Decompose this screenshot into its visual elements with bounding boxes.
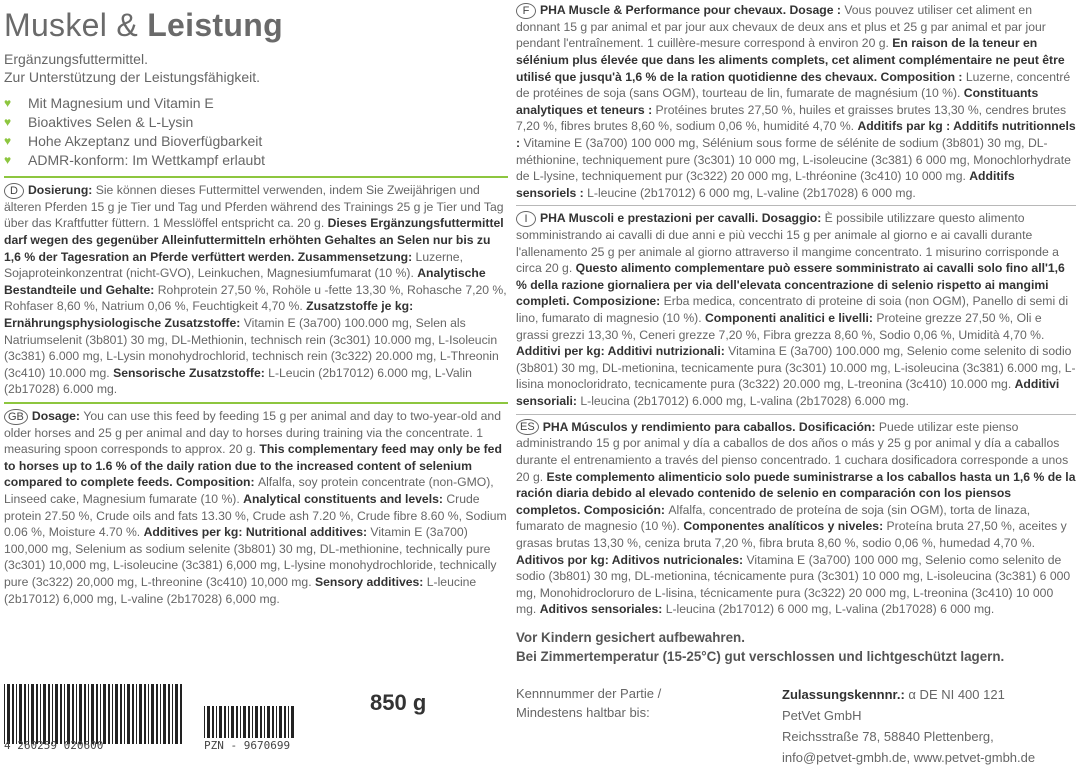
language-badge: ES xyxy=(516,419,539,435)
feature-list xyxy=(4,94,508,170)
registration-info xyxy=(782,684,1035,768)
section-gb xyxy=(4,408,508,607)
barcode-bar xyxy=(76,684,77,744)
section-de xyxy=(4,182,508,398)
barcode-bar xyxy=(108,684,110,744)
barcode-bar xyxy=(52,684,53,744)
barcode-bar xyxy=(163,684,166,744)
barcode-bar xyxy=(284,706,286,738)
bold-text: Additives per kg: Nutritional additives: xyxy=(143,525,371,540)
ean-barcode xyxy=(4,684,184,744)
language-badge: D xyxy=(4,183,24,199)
net-weight: 850 g xyxy=(370,690,427,715)
barcode-bar xyxy=(224,706,226,738)
barcode-bar xyxy=(240,706,241,738)
barcode-bar xyxy=(236,706,238,738)
title-bold: Leistung xyxy=(147,7,283,43)
section-fr xyxy=(516,2,1076,201)
product-subtitle xyxy=(4,50,508,86)
barcode-bar xyxy=(115,684,118,744)
barcode-bar xyxy=(67,684,70,744)
body-text: Puede utilizar este pienso administrando 15 g por animal y día a caballos de dos años o más y 25 g por animal y día a caballos durante el entrenamiento a través del pienso concentrado. 1 cuchara dosificadora corresponde a unos 20 g. xyxy=(516,419,1069,484)
bold-text: Dieses Ergänzungsfuttermittel darf wegen des gegenüber Alleinfuttermitteln erhöhten Gehaltes an Selen nur bis zu 1,6 % der Tagesration an Pferde verfüttert werden. Zusammensetzung: xyxy=(4,216,504,264)
pzn-barcode xyxy=(204,706,292,738)
bold-text: Additivi sensoriali: xyxy=(516,377,1060,409)
feature-item xyxy=(4,113,508,132)
barcode-bar xyxy=(112,684,113,744)
barcode-bar xyxy=(243,706,246,738)
divider xyxy=(4,402,508,404)
bold-text: Sensorische Zusatzstoffe: xyxy=(113,365,269,380)
barcode-bar xyxy=(139,684,142,744)
body-text: È possibile utilizzare questo alimento somministrando ai cavalli di due anni e più vecchi 15 g per animale al giorno e ai cavalli durante l'allenamento 25 g per animale al giorno attraverso il mangime concentrato. 1 misurino corrisponde a circa 20 g. xyxy=(516,211,1059,276)
bold-text: Sensory additives: xyxy=(314,575,427,590)
bold-text: Zusatzstoffe je kg: Ernährungsphysiologische Zusatzstoffe: xyxy=(4,299,414,330)
notice-line: Vor Kindern gesichert aufbewahren. xyxy=(516,629,745,645)
body-text: Sie können dieses Futtermittel verwenden, indem Sie Zweijährigen und älteren Pferden 15 g je Tier und Tag und Pferden während des Trainings 25 g je Tier und Tag über das Kraftfutter füttern. 1 Messlöffel entspricht ca. 20 g. xyxy=(4,183,504,231)
body-text: Vitamin E (3a700) 100,000 mg, Selenium as sodium selenite (3b801) 30 mg, DL-methionine, technically pure (3c301) 10,000 mg, L-isoleucine (3c381) 6,000 mg, L-lysine monohydrochloride, technically pure (3c322) 20,000 mg, L-threonine (3c410) 10,000 mg. xyxy=(4,525,497,590)
footer xyxy=(0,676,1080,765)
barcode-bar xyxy=(132,684,134,744)
barcode-bar xyxy=(144,684,146,744)
feature-item xyxy=(4,132,508,151)
company-address: Reichsstraße 78, 58840 Plettenberg, xyxy=(782,729,994,744)
barcode-bar xyxy=(36,684,38,744)
barcode-bar xyxy=(88,684,89,744)
heart-icon: ♥ xyxy=(4,153,12,167)
barcode-bar xyxy=(48,684,50,744)
heart-icon: ♥ xyxy=(4,96,12,110)
barcode-bar xyxy=(31,684,34,744)
left-column xyxy=(4,6,508,607)
company-name: PetVet GmbH xyxy=(782,708,862,723)
barcode-bar xyxy=(136,684,137,744)
barcode-bar xyxy=(180,684,182,744)
feature-item xyxy=(4,94,508,113)
right-column xyxy=(516,2,1076,666)
barcode-bar xyxy=(91,684,94,744)
body-text: Vous pouvez utiliser cet aliment en donnant 15 g par animal et par jour aux chevaux de deux ans et plus et 25 g par animal et par jour pendant l'entraînement. 1 cuillère-mesure correspond à environ 20 g. xyxy=(516,3,1046,51)
barcode-bar xyxy=(124,684,125,744)
barcode-bar xyxy=(60,684,62,744)
registration-label: Zulassungskennnr.: xyxy=(782,687,909,702)
body-text: L-Leucin (2b17012) 6.000 mg, L-Valin (2b17028) 6.000 mg. xyxy=(4,365,472,397)
barcode-bar xyxy=(55,684,58,744)
body-text: Luzerne, Sojaproteinkonzentrat (nicht-GVO), Leinkuchen, Magnesiumfumarat (10 %). xyxy=(4,249,463,281)
barcode-bar xyxy=(79,684,82,744)
barcode-bar xyxy=(264,706,265,738)
bold-text: Dosage: xyxy=(31,408,84,423)
barcode-bar xyxy=(212,706,214,738)
body-text: Alfalfa, concentrado de proteína de soja (sin OGM), torta de linaza, fumarato de magnesio (10 %). xyxy=(516,502,1031,534)
bold-text: Questo alimento complementare può essere somministrato ai cavalli solo fino all'1,6 % della razione giornaliera per via dell'elevata concentrazione di selenio rispetto ai mangimi completi. Composizione: xyxy=(516,261,1065,309)
barcode-bar xyxy=(120,684,122,744)
bold-text: Componenti analitici e livelli: xyxy=(705,311,877,326)
barcode-bar xyxy=(72,684,74,744)
divider xyxy=(516,205,1076,206)
barcode-bar xyxy=(148,684,149,744)
bold-text: Componentes analíticos y niveles: xyxy=(683,519,887,534)
body-text: Luzerne, concentré de protéines de soja (sans OGM), tourteau de lin, fumarate de magnésium (10 %). xyxy=(516,69,1071,101)
barcode-bar xyxy=(168,684,170,744)
heart-icon: ♥ xyxy=(4,134,12,148)
bold-text: Additifs sensoriels : xyxy=(516,169,1015,200)
barcode-bar xyxy=(216,706,217,738)
body-text: L-leucine (2b17012) 6 000 mg, L-valine (2b17028) 6 000 mg. xyxy=(587,185,916,200)
barcode-bar xyxy=(16,684,17,744)
subtitle-line: Zur Unterstützung der Leistungsfähigkeit. xyxy=(4,69,261,85)
body-text: Vitamine E (3a700) 100 000 mg, Sélénium sous forme de sélénite de sodium (3b801) 30 mg, DL-méthionine, techniquement pure (3c301) 10 000 mg, L-isoleucine (3c381) 6 000 mg, Monochlorhydrate de L-lysine, techniquement pur (3c322) 20 000 mg, L-thréonine (3c410) 10 000 mg. xyxy=(516,135,1071,184)
body-text: Rohprotein 27,50 %, Rohöle u -fette 13,30 %, Rohasche 7,20 %, Rohfaser 8,60 %, Natrium 0,06 %, Feuchtigkeit 4,70 %. xyxy=(4,282,507,314)
section-es xyxy=(516,419,1076,618)
barcode-bar xyxy=(260,706,262,738)
barcode-bar xyxy=(7,684,10,744)
barcode-bar xyxy=(28,684,29,744)
feature-item xyxy=(4,151,508,170)
barcode-bar xyxy=(252,706,253,738)
barcode-bar xyxy=(172,684,173,744)
bold-text: PHA Muscle & Performance pour chevaux. Dosage : xyxy=(540,3,845,17)
bold-text: Este complemento alimenticio solo puede suministrarse a los caballos hasta un 1,6 % de la ración diaria debido al elevado contenido de selenio en comparación con los piensos completos. Composición: xyxy=(516,469,1076,517)
body-text: Alfalfa, soy protein concentrate (non-GMO), Linseed cake, Magnesium fumarate (10 %). xyxy=(4,475,494,507)
bold-text: Dosierung: xyxy=(28,183,96,197)
barcode-bar xyxy=(127,684,130,744)
barcode-bar xyxy=(40,684,41,744)
heart-icon: ♥ xyxy=(4,115,12,129)
subtitle-line: Ergänzungsfuttermittel. xyxy=(4,51,148,67)
bold-text: PHA Muscoli e prestazioni per cavalli. Dosaggio: xyxy=(540,211,825,226)
bold-text: Additifs par kg : Additifs nutritionnels : xyxy=(516,119,1076,150)
notice-line: Bei Zimmertemperatur (15-25°C) gut verschlossen und lichtgeschützt lagern. xyxy=(516,648,1005,664)
barcode-bar xyxy=(24,684,26,744)
bold-text: Analytische Bestandteile und Gehalte: xyxy=(4,266,486,297)
body-text: Vitamina E (3a700) 100.000 mg, Selenio come selenito di sodio (3b801) 30 mg, DL-metionina, tecnicamente pura (3c301) 10.000 mg, L-isoleucina (3c381) 6.000 mg, L-lisina monocloridrato, tecnicamente pura (3c322) 20.000 mg, L-treonina (3c410) 10.000 mg. xyxy=(516,344,1076,392)
barcode-bar xyxy=(156,684,158,744)
body-text: Erba medica, concentrato di proteine di soia (non OGM), Panello di semi di lino, fumarato di magnesio (10 %). xyxy=(516,294,1069,326)
body-text: Proteine grezze 27,50 %, Oli e grassi grezzi 13,30 %, Ceneri grezze 7,20 %, Fibra grezza 8,60 %, Sodio 0,06 %, Umidità 4,70 %. xyxy=(516,311,1045,342)
batch-line: Mindestens haltbar bis: xyxy=(516,705,650,720)
storage-notice xyxy=(516,628,1076,666)
barcode-digits: 4 260259 020600 xyxy=(4,739,104,752)
body-text: L-leucina (2b17012) 6 000 mg, L-valina (2b17028) 6 000 mg. xyxy=(665,602,995,617)
bold-text: This complementary feed may only be fed to horses up to 1.6 % of the daily ration due to the increased content of selenium compared to complete feeds. Composition: xyxy=(4,442,502,490)
section-it xyxy=(516,210,1076,409)
barcode-bar xyxy=(279,706,282,738)
language-badge: I xyxy=(516,211,536,227)
barcode-bar xyxy=(272,706,274,738)
barcode-bar xyxy=(276,706,277,738)
barcode-bar xyxy=(96,684,98,744)
body-text: L-leucina (2b17012) 6.000 mg, L-valina (2b17028) 6.000 mg. xyxy=(580,394,909,409)
body-text: L-leucine (2b17012) 6,000 mg, L-valine (2b17028) 6,000 mg. xyxy=(4,575,477,606)
product-title xyxy=(4,6,508,44)
body-text: You can use this feed by feeding 15 g per animal and day to two-year-old and older horses and 25 g per animal and day to horses during training via the concentrate. 1 measuring spoon corresponds to approx. 20 g. xyxy=(4,408,501,457)
barcode-bar xyxy=(267,706,270,738)
divider xyxy=(516,414,1076,415)
barcode-bar xyxy=(100,684,101,744)
barcode-bar xyxy=(291,706,294,738)
pzn-number: PZN - 9670699 xyxy=(204,739,291,752)
barcode-bar xyxy=(103,684,106,744)
barcode-bar xyxy=(19,684,22,744)
barcode-bar xyxy=(175,684,178,744)
registration-value: α DE NI 400 121 xyxy=(908,687,1005,702)
feature-text: Mit Magnesium und Vitamin E xyxy=(28,95,214,111)
divider xyxy=(4,176,508,178)
bold-text: Aditivos sensoriales: xyxy=(539,602,666,617)
barcode-bar xyxy=(248,706,250,738)
body-text: Protéines brutes 27,50 %, huiles et graisses brutes 13,30 %, cendres brutes 7,20 %, fibres brutes 8,60 %, sodium 0,06 %, humidité 4,70 %. xyxy=(516,102,1067,134)
batch-info xyxy=(516,684,661,722)
bold-text: Aditivos por kg: Aditivos nutricionales: xyxy=(516,552,747,567)
barcode-bar xyxy=(84,684,86,744)
bold-text: Analytical constituents and levels: xyxy=(243,492,447,507)
body-text: Vitamina E (3a700) 100 000 mg, Selenio como selenito de sodio (3b801) 30 mg, DL-metionina, técnicamente pura (3c301) 10 000 mg, L-isoleucina (3c381) 6 000 mg, Monohidrocloruro de L-lisina, técnicamente pura (3c322) 20 000 mg, L-treonina (3c410) 10 000 mg. xyxy=(516,552,1071,617)
title-light: Muskel & xyxy=(4,7,148,43)
language-badge: GB xyxy=(4,409,28,425)
barcode-bar xyxy=(204,706,205,738)
barcode-bar xyxy=(43,684,46,744)
feature-text: Hohe Akzeptanz und Bioverfügbarkeit xyxy=(28,133,263,149)
barcode-bar xyxy=(64,684,65,744)
bold-text: Constituants analytiques et teneurs : xyxy=(516,86,1039,117)
barcode-bar xyxy=(288,706,289,738)
feature-text: ADMR-konform: Im Wettkampf erlaubt xyxy=(28,152,266,168)
bold-text: PHA Músculos y rendimiento para caballos. Dosificación: xyxy=(542,419,879,434)
barcode-bar xyxy=(231,706,234,738)
barcode-bar xyxy=(12,684,14,744)
barcode-bar xyxy=(151,684,154,744)
bold-text: Additivi per kg: Additivi nutrizionali: xyxy=(516,344,729,359)
barcode-bar xyxy=(255,706,258,738)
body-text: Crude protein 27.50 %, Crude oils and fats 13.30 %, Crude ash 7.20 %, Crude fibre 8.60 %, Sodium 0.06 %, Moisture 4.70 %. xyxy=(4,492,507,540)
company-contact: info@petvet-gmbh.de, www.petvet-gmbh.de xyxy=(782,750,1036,765)
barcode-bar xyxy=(228,706,229,738)
batch-line: Kennnummer der Partie / xyxy=(516,686,662,701)
feature-text: Bioaktives Selen & L-Lysin xyxy=(28,114,194,130)
bold-text: En raison de la teneur en sélénium plus élevée que dans les aliments complets, cet aliment complémentaire ne peut être utilisé que jusqu'à 1,6 % de la ration quotidienne des chevaux. Composition : xyxy=(516,36,1065,84)
body-text: Proteína bruta 27,50 %, aceites y grasas brutas 13,30 %, ceniza bruta 7,20 %, fibra bruta 8,60 %, sodio 0,06 %, humedad 4,70 %. xyxy=(516,519,1067,550)
barcode-bar xyxy=(219,706,222,738)
barcode-bar xyxy=(160,684,161,744)
barcode-bar xyxy=(207,706,210,738)
registration-line xyxy=(782,684,1035,705)
barcode-bar xyxy=(4,684,5,744)
language-badge: F xyxy=(516,3,536,19)
body-text: Vitamin E (3a700) 100.000 mg, Selen als Natriumselenit (3b801) 30 mg, DL-Methionin, technisch rein (3c301) 10.000 mg, L-Isoleucin (3c381) 6.000 mg, L-Lysin monohydrochlorid, technisch rein (3c322) 20.000 mg, L-Threonin (3c410) 10.000 mg. xyxy=(4,315,499,380)
